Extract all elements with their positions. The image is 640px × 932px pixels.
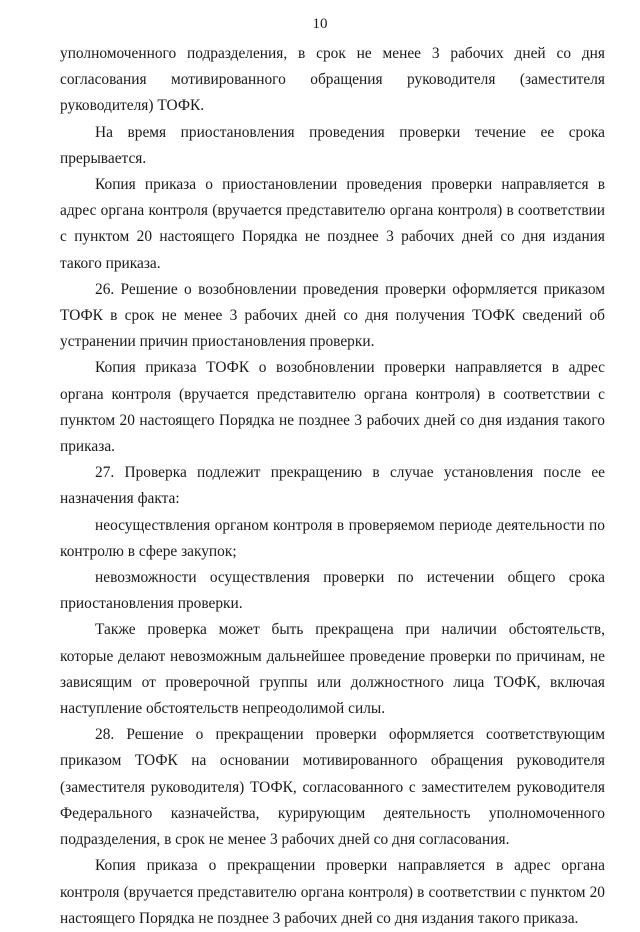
paragraph: невозможности осуществления проверки по истечении общего срока приостановления проверки. (60, 569, 605, 613)
paragraph-item-26: 26. Решение о возобновлении проведения проверки оформляется приказом ТОФК в срок не менее 3 рабочих дней со дня получения ТОФК сведений об устранении причин приостановления проверки. (60, 280, 605, 351)
document-body (60, 41, 605, 932)
paragraph: неосуществления органом контроля в проверяемом периоде деятельности по контролю в сфере закупок; (60, 516, 605, 560)
paragraph: На время приостановления проведения проверки течение ее срока прерывается. (60, 123, 605, 167)
page-number: 10 (312, 16, 328, 32)
paragraph-item-28: 28. Решение о прекращении проверки оформляется соответствующим приказом ТОФК на основании мотивированного обращения руководителя (заместителя руководителя) ТОФК, согласованного с заместителем руководителя Федерального казначейства, курирующим деятельность уполномоченного подразделения, в срок не менее 3 рабочих дней со дня согласования. (60, 726, 605, 849)
paragraph: Копия приказа о приостановлении проведения проверки направляется в адрес органа контроля (вручается представителю органа контроля) в соответствии с пунктом 20 настоящего Порядка не позднее 3 рабочих дней со дня издания такого приказа. (60, 176, 605, 272)
paragraph: Копия приказа о прекращении проверки направляется в адрес органа контроля (вручается представителю органа контроля) в соответствии с пунктом 20 настоящего Порядка не позднее 3 рабочих дней со дня издания такого приказа. (60, 857, 605, 927)
paragraph: уполномоченного подразделения, в срок не менее 3 рабочих дней со дня согласования мотивированного обращения руководителя (заместителя руководителя) ТОФК. (60, 45, 605, 115)
paragraph: Копия приказа ТОФК о возобновлении проверки направляется в адрес органа контроля (вручается представителю органа контроля) в соответствии с пунктом 20 настоящего Порядка не позднее 3 рабочих дней со дня издания такого приказа. (60, 359, 605, 456)
paragraph: Также проверка может быть прекращена при наличии обстоятельств, которые делают невозможным дальнейшее проведение проверки по причинам, не зависящим от проверочной группы или должностного лица ТОФК, включая наступление обстоятельств непреодолимой силы. (60, 621, 605, 718)
paragraph-item-27: 27. Проверка подлежит прекращению в случае установления после ее назначения факта: (60, 464, 605, 508)
